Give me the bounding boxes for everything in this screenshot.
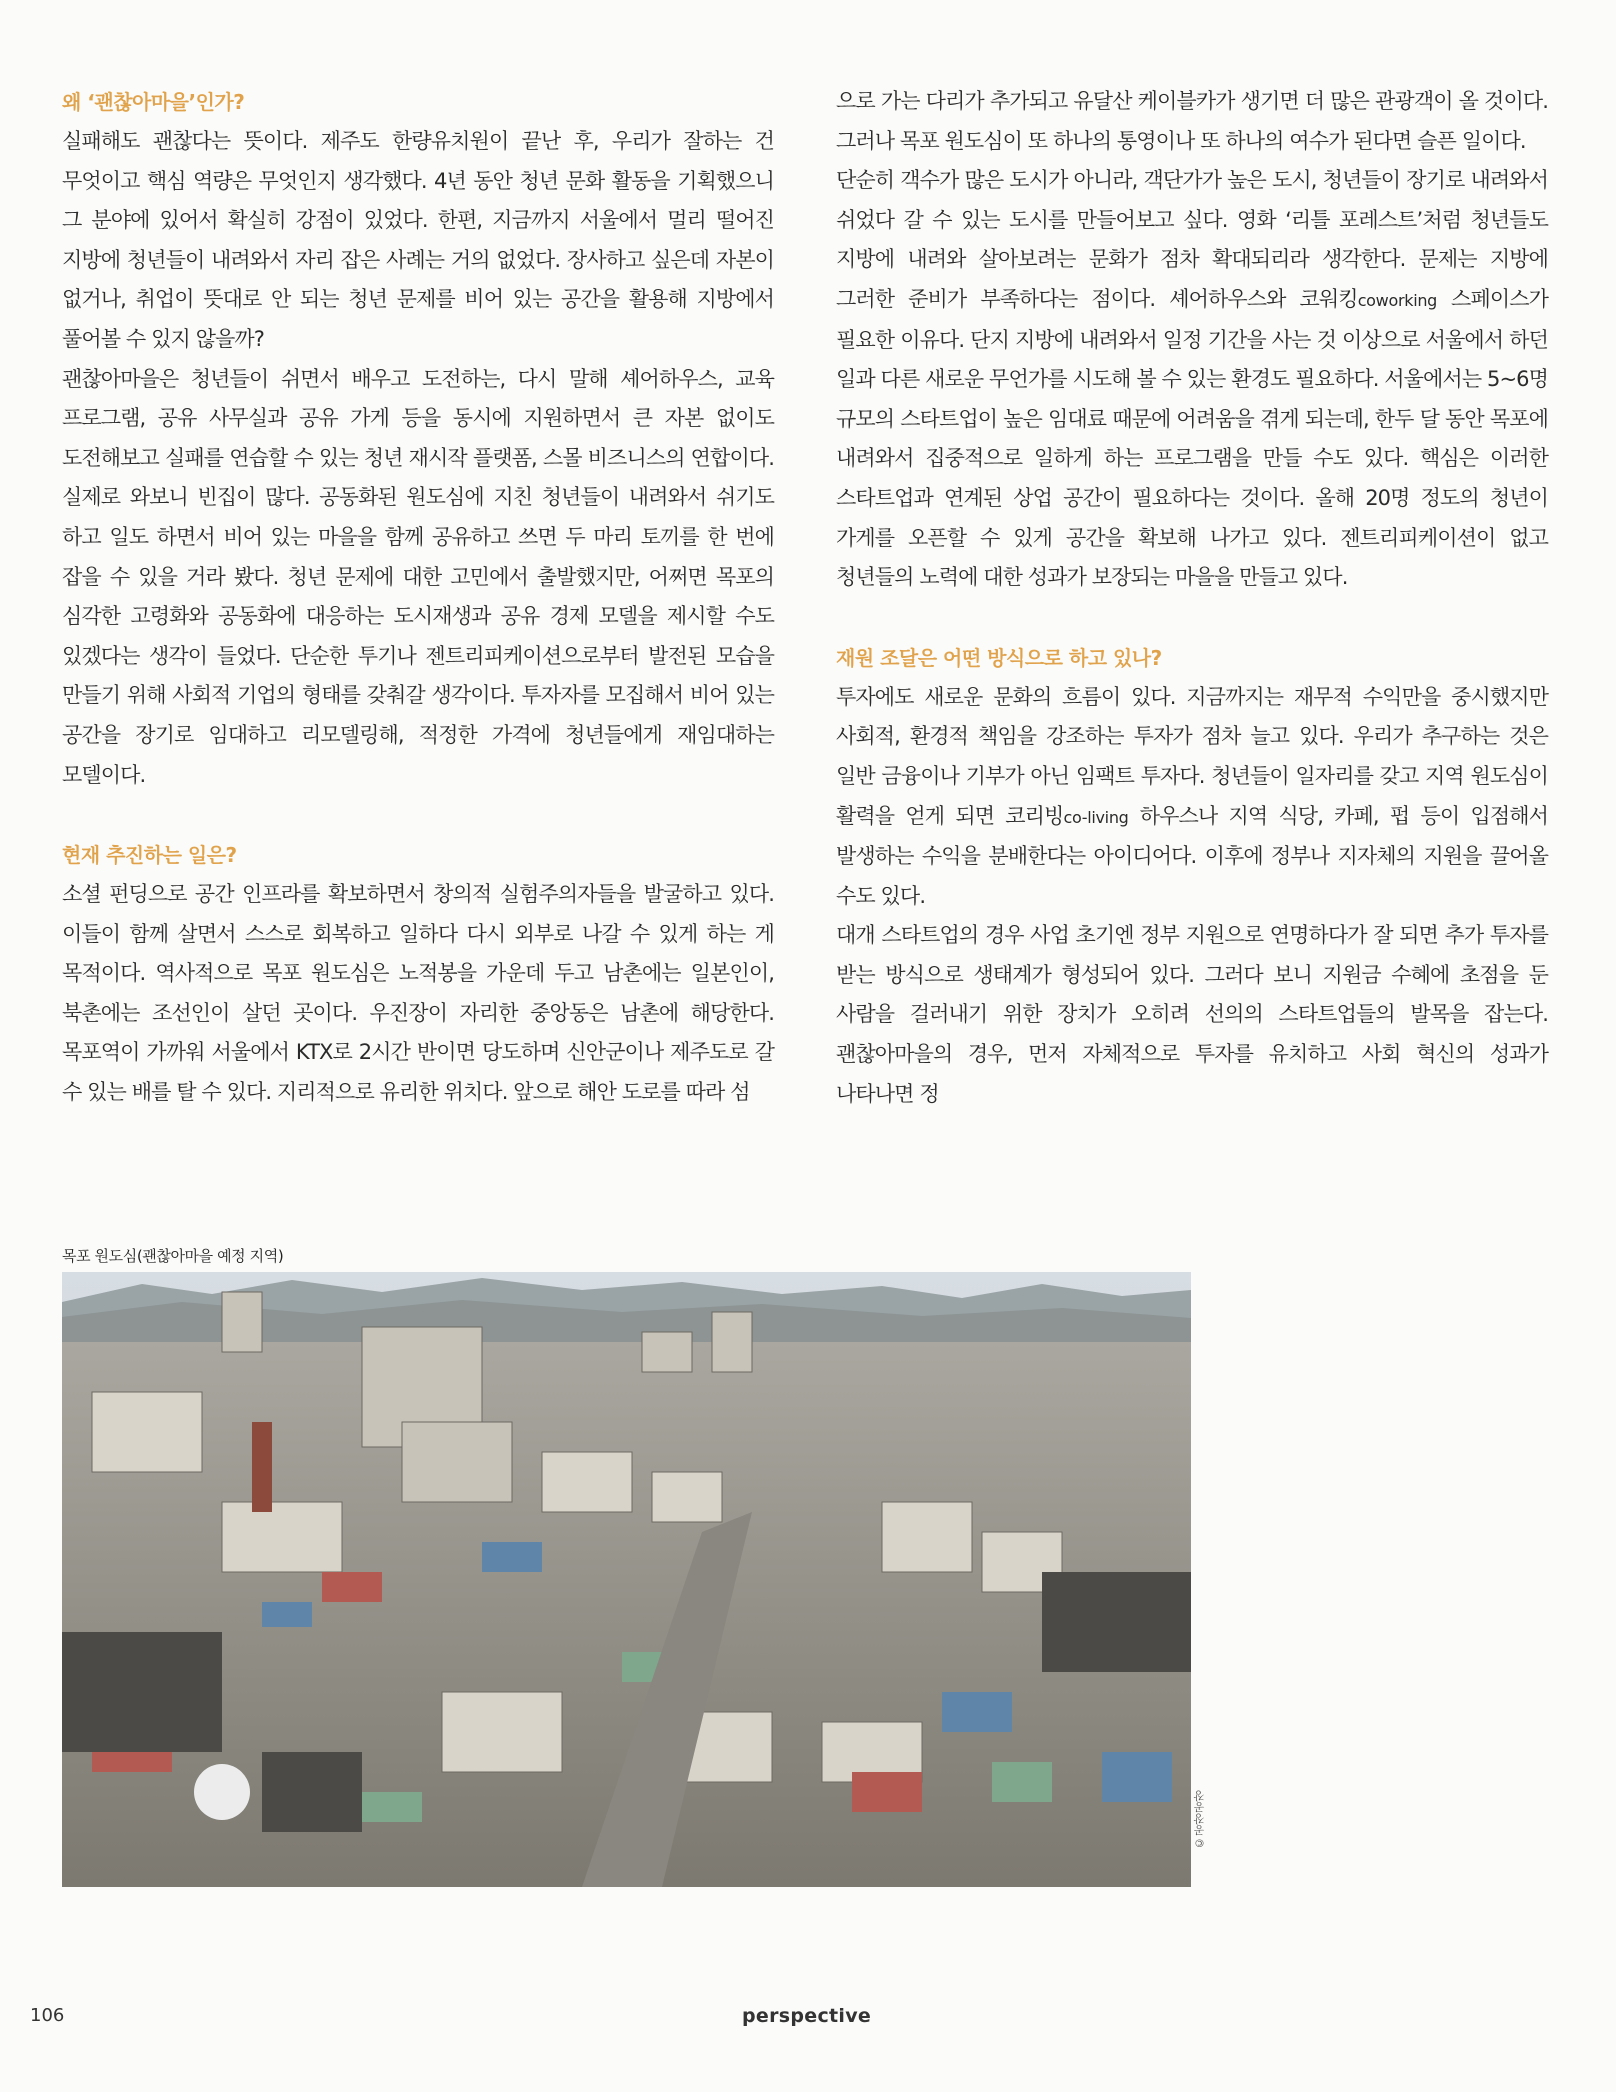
english-term: coworking	[1357, 290, 1438, 310]
magazine-title: perspective	[742, 2005, 872, 2027]
section-heading-why: 왜 ‘괜찮아마을’인가?	[62, 90, 245, 114]
section-heading-funding: 재원 조달은 어떤 방식으로 하고 있나?	[836, 645, 1162, 670]
body-paragraph	[836, 161, 1548, 598]
body-paragraph: 대개 스타트업의 경우 사업 초기엔 정부 지원으로 연명하다가 잘 되면 추가 투자를 받는 방식으로 생태계가 형성되어 있다. 그러다 보니 지원금 수혜에 초점을 둔 사람을 걸러내기 위한 장치가 오히려 선의의 스타트업들의 발목을 잡는다. 괜찮아마을의 경우, 먼저 자체적으로 투자를 유치하고 사회 혁신의 성과가 나타나면 정	[836, 923, 1548, 1106]
text-run: 스페이스가 필요한 이유다. 단지 지방에 내려와서 일정 기간을 사는 것 이상으로 서울에서 하던 일과 다른 새로운 무언가를 시도해 볼 수 있는 환경도 필요하다. 서울에서는 5~6명 규모의 스타트업이 높은 임대료 때문에 어려움을 겪게 되는데, 한두 달 동안 목포에 내려와서 집중적으로 일하게 하는 프로그램을 만들 수도 있다. 핵심은 이러한 스타트업과 연계된 상업 공간이 필요하다는 것이다. 올해 20명 정도의 청년이 가게를 오픈할 수 있게 공간을 확보해 나가고 있다. 젠트리피케이션이 없고 청년들의 노력에 대한 성과가 보장되는 마을을 만들고 있다.	[836, 286, 1548, 590]
english-term: co-living	[1063, 807, 1129, 827]
left-column	[62, 82, 774, 1113]
section-gap	[62, 795, 774, 835]
text-run: 단순히 객수가 많은 도시가 아니라, 객단가가 높은 도시, 청년들이 장기로 내려와서 쉬었다 갈 수 있는 도시를 만들어보고 싶다. 영화 ‘리틀 포레스트’처럼 청년들도 지방에 내려와 살아보려는 문화가 점차 확대되리라 생각한다. 문제는 지방에 그러한 준비가 부족하다는 점이다. 셰어하우스와 코워킹	[836, 168, 1548, 311]
body-paragraph: 으로 가는 다리가 추가되고 유달산 케이블카가 생기면 더 많은 관광객이 올 것이다. 그러나 목포 원도심이 또 하나의 통영이나 또 하나의 여수가 된다면 슬픈 일이다.	[836, 89, 1548, 153]
photo-credit: ©공장공장	[1193, 1790, 1206, 1850]
body-paragraph	[836, 678, 1548, 917]
section-gap	[836, 598, 1548, 638]
photo-caption: 목포 원도심(괜찮아마을 예정 지역)	[62, 1247, 284, 1265]
city-illustration	[62, 1272, 1191, 1887]
right-column	[836, 82, 1548, 1114]
body-paragraph: 실패해도 괜찮다는 뜻이다. 제주도 한량유치원이 끝난 후, 우리가 잘하는 건 무엇이고 핵심 역량은 무엇인지 생각했다. 4년 동안 청년 문화 활동을 기획했으니 그 분야에 있어서 확실히 강점이 있었다. 한편, 지금까지 서울에서 멀리 떨어진 지방에 청년들이 내려와서 자리 잡은 사례는 거의 없었다. 장사하고 싶은데 자본이 없거나, 취업이 뜻대로 안 되는 청년 문제를 비어 있는 공간을 활용해 지방에서 풀어볼 수 있지 않을까?	[62, 129, 774, 351]
text-run: 하우스나 지역 식당, 카페, 펍 등이 입점해서 발생하는 수익을 분배한다는 아이디어다. 이후에 정부나 지자체의 지원을 끌어올 수도 있다.	[836, 803, 1548, 908]
body-paragraph: 괜찮아마을은 청년들이 쉬면서 배우고 도전하는, 다시 말해 셰어하우스, 교육 프로그램, 공유 사무실과 공유 가게 등을 동시에 지원하면서 큰 자본 없이도 도전해보고 실패를 연습할 수 있는 청년 재시작 플랫폼, 스몰 비즈니스의 연합이다. 실제로 와보니 빈집이 많다. 공동화된 원도심에 지친 청년들이 내려와서 쉬기도 하고 일도 하면서 비어 있는 마을을 함께 공유하고 쓰면 두 마리 토끼를 한 번에 잡을 수 있을 거라 봤다. 청년 문제에 대한 고민에서 출발했지만, 어쩌면 목포의 심각한 고령화와 공동화에 대응하는 도시재생과 공유 경제 모델을 제시할 수도 있겠다는 생각이 들었다. 단순한 투기나 젠트리피케이션으로부터 발전된 모습을 만들기 위해 사회적 기업의 형태를 갖춰갈 생각이다. 투자자를 모집해서 비어 있는 공간을 장기로 임대하고 리모델링해, 적정한 가격에 청년들에게 재임대하는 모델이다.	[62, 366, 774, 787]
section-heading-current: 현재 추진하는 일은?	[62, 843, 237, 868]
page-number: 106	[30, 2005, 65, 2026]
body-paragraph: 소셜 펀딩으로 공간 인프라를 확보하면서 창의적 실험주의자들을 발굴하고 있다. 이들이 함께 살면서 스스로 회복하고 일하다 다시 외부로 나갈 수 있게 하는 게 목적이다. 역사적으로 목포 원도심은 노적봉을 가운데 두고 남촌에는 일본인이, 북촌에는 조선인이 살던 곳이다. 우진장이 자리한 중앙동은 남촌에 해당한다. 목포역이 가까워 서울에서 KTX로 2시간 반이면 당도하며 신안군이나 제주도로 갈 수 있는 배를 탈 수 있다. 지리적으로 유리한 위치다. 앞으로 해안 도로를 따라 섬	[62, 882, 774, 1105]
aerial-city-photo	[62, 1272, 1191, 1887]
text-run: 투자에도 새로운 문화의 흐름이 있다. 지금까지는 재무적 수익만을 중시했지만 사회적, 환경적 책임을 강조하는 투자가 점차 늘고 있다. 우리가 추구하는 것은 일반 금융이나 기부가 아닌 임팩트 투자다. 청년들이 일자리를 갖고 지역 원도심이 활력을 얻게 되면 코리빙	[836, 684, 1548, 828]
